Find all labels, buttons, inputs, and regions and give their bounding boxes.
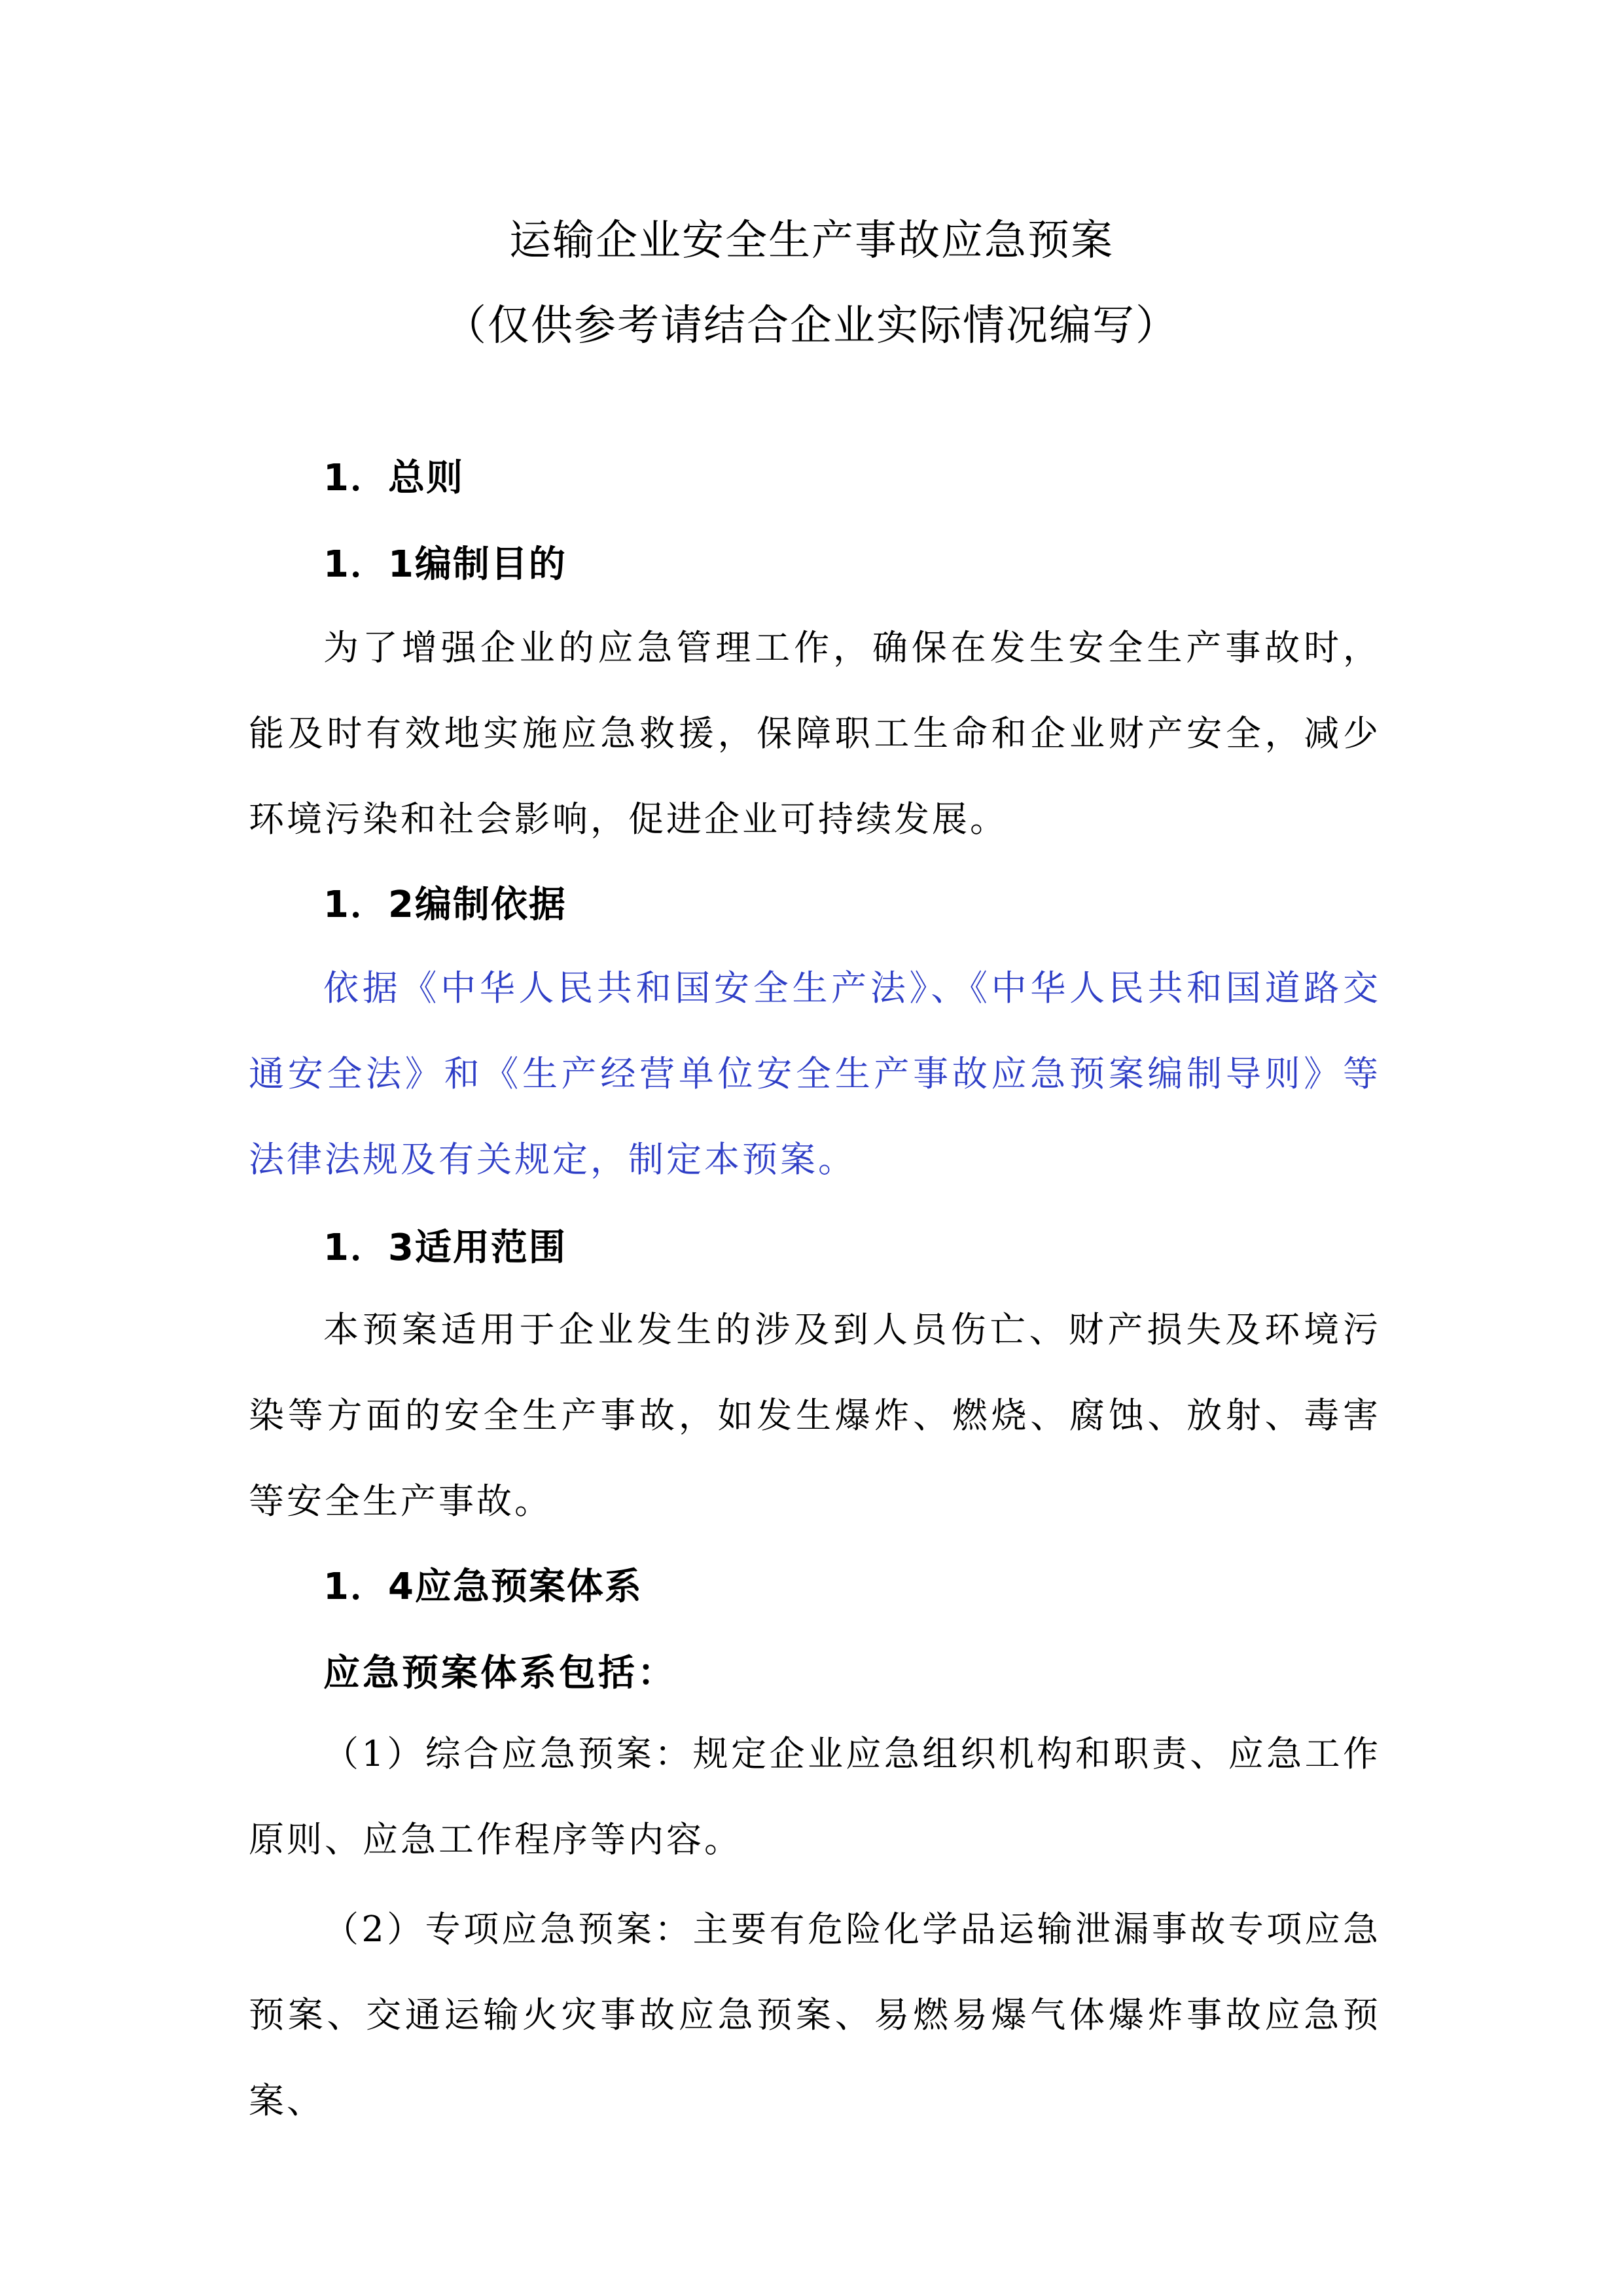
list-item-special-plan: （2）专项应急预案：主要有危险化学品运输泄漏事故专项应急预案、交通运输火灾事故应急预案、易燃易爆气体爆炸事故应急预案、 — [249, 1909, 1381, 2121]
section-heading-purpose: 1．1编制目的 — [323, 543, 567, 586]
paragraph-scope: 本预案适用于企业发生的涉及到人员伤亡、财产损失及环境污染等方面的安全生产事故，如发生爆炸、燃烧、腐蚀、放射、毒害等安全生产事故。 — [249, 1309, 1381, 1522]
document-subtitle: （仅供参考请结合企业实际情况编写） — [444, 302, 1179, 350]
section-heading-scope: 1．3适用范围 — [323, 1227, 567, 1269]
list-item-comprehensive-plan: （1）综合应急预案：规定企业应急组织机构和职责、应急工作原则、应急工作程序等内容。 — [249, 1733, 1381, 1860]
paragraph-basis: 依据《中华人民共和国安全生产法》、《中华人民共和国道路交通安全法》和《生产经营单位安全生产事故应急预案编制导则》等法律法规及有关规定，制定本预案。 — [249, 967, 1381, 1180]
section-heading-system: 1．4应急预案体系 — [323, 1566, 643, 1608]
paragraph-system-intro: 应急预案体系包括： — [323, 1652, 677, 1695]
section-heading-general: 1．总则 — [323, 457, 464, 499]
paragraph-purpose: 为了增强企业的应急管理工作，确保在发生安全生产事故时，能及时有效地实施应急救援，保障职工生命和企业财产安全，减少环境污染和社会影响，促进企业可持续发展。 — [249, 627, 1381, 840]
section-heading-basis: 1．2编制依据 — [323, 884, 567, 926]
document-title: 运输企业安全生产事故应急预案 — [509, 217, 1114, 265]
